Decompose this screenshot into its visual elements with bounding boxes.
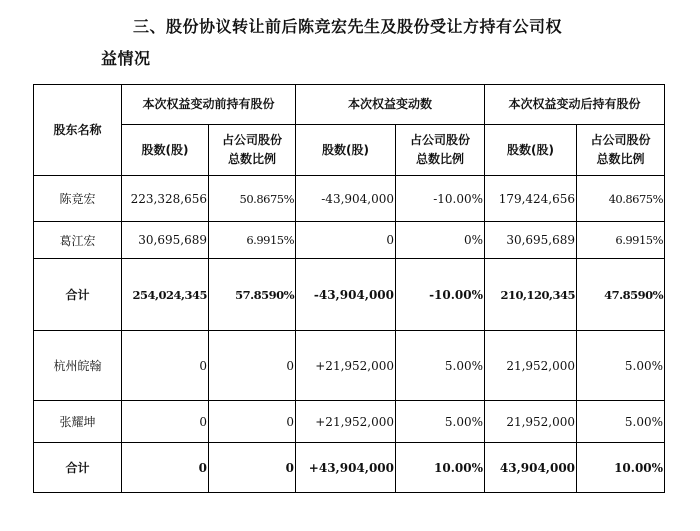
ratio-label-line-1: 占公司股份 [590,133,651,147]
header-group-before: 本次权益变动前持有股份 [122,85,296,125]
cell-after-shares: 179,424,656 [485,176,577,222]
cell-name: 杭州皖翰 [34,331,122,401]
cell-after-shares: 30,695,689 [485,222,577,259]
header-group-change: 本次权益变动数 [296,85,485,125]
cell-after-ratio: 47.8590% [577,259,665,331]
ratio-label-line-2: 总数比例 [228,152,277,166]
cell-change-shares: -43,904,000 [296,259,396,331]
cell-before-ratio: 57.8590% [209,259,296,331]
cell-before-ratio: 0 [209,401,296,443]
cell-after-ratio: 10.00% [577,443,665,493]
cell-after-shares: 21,952,000 [485,401,577,443]
cell-before-ratio: 6.9915% [209,222,296,259]
ratio-label-line-2: 总数比例 [596,152,645,166]
cell-after-ratio: 40.8675% [577,176,665,222]
cell-change-ratio: 0% [396,222,485,259]
cell-name: 陈竞宏 [34,176,122,222]
cell-name: 合计 [34,443,122,493]
cell-name: 张耀坤 [34,401,122,443]
cell-change-shares: -43,904,000 [296,176,396,222]
cell-before-shares: 0 [122,443,209,493]
header-before-ratio [209,125,296,176]
table-row-total [34,443,665,493]
table-row-total [34,259,665,331]
cell-after-ratio: 6.9915% [577,222,665,259]
cell-change-ratio: 5.00% [396,331,485,401]
cell-change-ratio: -10.00% [396,176,485,222]
cell-change-shares: +21,952,000 [296,331,396,401]
cell-after-shares: 43,904,000 [485,443,577,493]
table-row [34,176,665,222]
ratio-label-line-1: 占公司股份 [410,133,471,147]
equity-change-table [33,84,665,493]
header-change-shares: 股数(股) [296,125,396,176]
cell-before-shares: 30,695,689 [122,222,209,259]
cell-after-ratio: 5.00% [577,401,665,443]
ratio-label-line-1: 占公司股份 [222,133,283,147]
cell-after-shares: 21,952,000 [485,331,577,401]
header-row-sub [34,125,665,176]
cell-before-ratio: 0 [209,331,296,401]
cell-after-shares: 210,120,345 [485,259,577,331]
cell-before-ratio: 50.8675% [209,176,296,222]
cell-change-ratio: 10.00% [396,443,485,493]
cell-before-shares: 0 [122,401,209,443]
header-after-shares: 股数(股) [485,125,577,176]
cell-before-shares: 0 [122,331,209,401]
header-group-after: 本次权益变动后持有股份 [485,85,665,125]
ratio-label-line-2: 总数比例 [416,152,465,166]
header-after-ratio [577,125,665,176]
table-row [34,401,665,443]
header-change-ratio [396,125,485,176]
cell-change-ratio: 5.00% [396,401,485,443]
cell-name: 合计 [34,259,122,331]
header-row-groups [34,85,665,125]
heading-line-2: 益情况 [101,49,151,68]
cell-before-shares: 254,024,345 [122,259,209,331]
cell-change-shares: +43,904,000 [296,443,396,493]
cell-change-shares: +21,952,000 [296,401,396,443]
cell-before-ratio: 0 [209,443,296,493]
table-row [34,222,665,259]
cell-before-shares: 223,328,656 [122,176,209,222]
heading-line-1: 三、股份协议转让前后陈竞宏先生及股份受让方持有公司权 [133,17,563,36]
header-shareholder: 股东名称 [34,85,122,176]
cell-change-ratio: -10.00% [396,259,485,331]
table-row [34,331,665,401]
cell-change-shares: 0 [296,222,396,259]
header-before-shares: 股数(股) [122,125,209,176]
cell-after-ratio: 5.00% [577,331,665,401]
cell-name: 葛江宏 [34,222,122,259]
